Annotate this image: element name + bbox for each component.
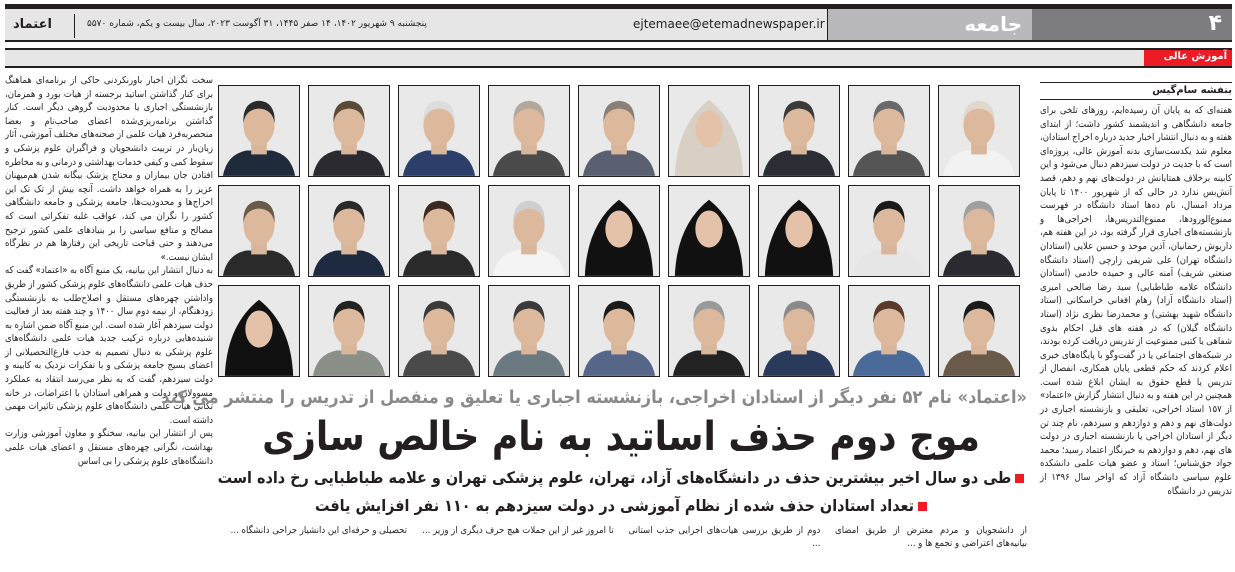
portrait-photo [668, 285, 750, 377]
portrait-photo [218, 85, 300, 177]
portrait-image [219, 286, 299, 376]
portrait-image [489, 186, 569, 276]
portrait-image [939, 86, 1019, 176]
portrait-photo [938, 185, 1020, 277]
portrait-photo [398, 285, 480, 377]
portrait-image [759, 286, 839, 376]
headline-title: موج دوم حذف اساتید به نام خالص سازی [262, 414, 980, 460]
portrait-photo [398, 85, 480, 177]
portrait-image [309, 286, 389, 376]
portrait-image [219, 186, 299, 276]
portrait-photo [218, 185, 300, 277]
portrait-image [309, 86, 389, 176]
header-info [5, 9, 827, 40]
headline-bullet [215, 464, 1027, 492]
bullet-text: طی دو سال اخیر بیشترین حذف در دانشگاه‌های آزاد، تهران، علوم پزشکی تهران و علامه طباطبایی رخ داده است [217, 468, 1012, 487]
portrait-photo [848, 85, 930, 177]
portrait-photo [848, 285, 930, 377]
portrait-image [399, 286, 479, 376]
portrait-image [399, 86, 479, 176]
body-column: تا امروز غیر از این جملات هیچ حرف دیگری از وزیر ... [422, 525, 614, 536]
portrait-image [669, 286, 749, 376]
portrait-image [849, 86, 929, 176]
portrait-image [939, 286, 1019, 376]
portrait-image [579, 186, 659, 276]
portrait-image [579, 86, 659, 176]
portrait-photo [578, 285, 660, 377]
portrait-photo [218, 285, 300, 377]
bullet-text: تعداد استادان حذف شده از نظام آموزشی در دولت سیزدهم به ۱۱۰ نفر افزایش یافت [314, 496, 915, 515]
portrait-image [939, 186, 1019, 276]
portrait-photo [488, 85, 570, 177]
portrait-image [759, 186, 839, 276]
section-tag: آموزش عالی [1144, 50, 1232, 66]
body-columns [215, 524, 1027, 550]
section-email[interactable]: ejtemaee@etemadnewspaper.ir [633, 17, 825, 31]
portrait-photo [668, 85, 750, 177]
author-byline: بنفشه سام‌گیس [1040, 82, 1232, 100]
portrait-photo [758, 85, 840, 177]
portrait-photo [668, 185, 750, 277]
headline-block [161, 386, 1027, 550]
newspaper-logo: اعتماد [13, 14, 75, 38]
body-column: دوم از طریق بررسی هیات‌های اجرایی جذب استانی ... [628, 525, 821, 549]
portrait-image [219, 86, 299, 176]
portrait-image [669, 186, 749, 276]
portrait-photo [488, 185, 570, 277]
left-column-paragraph: سخت نگران اخبار باورنکردنی حاکی از برنامه‌ای هماهنگ برای کنار گذاشتن اساتید برجسته از هیات بورد و همزمان، بازنشستگی اجباری یا محدودیت گروهی دیگر است. کنار گذاشتن برنامه‌ریزی‌شده اعضای صاحب‌نام و بعضا منحصربه‌فرد هیات علمی از صحنه‌های مختلف آموزشی، آثار زیان‌بار در تربیت دانشجویان و فراگیران علوم پزشکی و سقوط کمی و کیفی خدمات بهداشتی و درمانی و به مخاطره افتادن جان بیماران و محتاج پزشک بیگانه شدن هم‌میهنان عزیز را به همراه خواهد داشت. آنچه بیش از تک تک این اخراج‌ها و محدودیت‌ها، جامعه پزشکی و جامعه دانشگاهی کشور را نگران می کند، عواقب غلبه تفکراتی است که مصالح و منافع سیاسی را بر بنیادهای علمی کشور ترجیح می‌دهند و حتی قباحت تاریخی این رفتارها هم در نظرگاه ایشان نیست.» [5, 75, 213, 263]
right-column-text: هفته‌ای که به پایان آن رسیده‌ایم، روزهای تلخی برای جامعه دانشگاهی و اندیشمند کشور داشت؛ از ابتدای هفته و به دنبال انتشار اخبار جدید درباره اخراج استادان، معلوم شد یکدست‌سازی بدنه آموزش عالی، پروژه‌ای است که با جدیت در دولت سیزدهم دنبال می‌شود و این کابینه برخلاف همتایانش در دولت‌های نهم و دهم، قصد آتش‌بس ندارد در حالی که از شهریور ۱۴۰۰ تا پایان مرداد امسال، نام ده‌ها استاد دانشگاه در فهرست ممنوع‌الورودها، ممنوع‌التدریس‌ها، اخراجی‌ها و بازنشسته‌های اجباری قرار گرفته بود، در این هفته هم، داریوش رحمانیان، آذین موحد و حسین علایی (استادان دانشگاه تهران) علی شریفی زارچی (استاد دانشگاه صنعتی شریف) آمنه عالی و حمیده خادمی (استادان دانشگاه علامه طباطبایی) سید رضا صالحی امیری (استاد دانشگاه آزاد) رهام افغانی خراسکانی (استاد دانشگاه شهید بهشتی) و محمدرضا نظری نژاد (استاد دانشگاه گیلان) که در هفته های قبل احکام بدوی شفاهی یا کتبی ممنوعیت از تدریس دریافت کرده بودند، در شبکه‌های اجتماعی یا در گفت‌وگو با پایگاه‌های خبری اعلام کردند که حکم قطعی پایان همکاری، انفصال از تدریس یا قطع حقوق به ایشان ابلاغ شده است. همچنین در این هفته و به دنبال انتشار گزارش «اعتماد» از ۱۵۷ استاد اخراجی، تعلیقی و بازنشسته اجباری در دولت‌های نهم و دهم و دوازدهم و سیزدهم، نام چند تن دیگر از استادان اخراجی یا بازنشسته اجباری در دولت های نهم، دهم و دوازدهم به خبرنگار اعتماد رسید؛ محمد جواد حق‌شناس؛ استاد و عضو هیات علمی دانشکده علوم سیاسی دانشگاه آزاد که اواخر سال ۱۳۹۶ از تدریس در دانشگاه [1040, 105, 1232, 497]
portrait-photo [578, 185, 660, 277]
section-bar [5, 48, 1232, 68]
headline-deck: «اعتماد» نام ۵۲ نفر دیگر از استادان اخراجی، بازنشسته اجباری یا تعلیق و منفصل از تدریس را منتشر می کند [161, 387, 1027, 408]
portrait-photo [308, 185, 390, 277]
left-column-paragraph: پس از انتشار این بیانیه، سخنگو و معاون آموزشی وزارت بهداشت، نگرانی چهره‌های مستقل و اعضای هیات علمی دانشگاه‌های علوم پزشکی را بی اساس [5, 428, 213, 467]
portrait-photo [758, 185, 840, 277]
headline-bullet [215, 492, 1027, 520]
portrait-photo [578, 85, 660, 177]
portrait-photo [308, 285, 390, 377]
portrait-photo [308, 85, 390, 177]
body-column: از دانشجویان و مردم معترض از طریق امضای بیانیه‌های اعتراضی و تجمع ها و ... [835, 525, 1027, 549]
portrait-image [759, 86, 839, 176]
body-column: تحصیلی و حرفه‌ای این دانشیار جراحی دانشگاه ... [230, 525, 408, 536]
portrait-image [489, 286, 569, 376]
portrait-photo [848, 185, 930, 277]
portrait-image [669, 86, 749, 176]
section-name: جامعه [827, 9, 1032, 40]
portrait-image [849, 286, 929, 376]
dateline: پنجشنبه ۹ شهریور ۱۴۰۲، ۱۴ صفر ۱۴۴۵، ۳۱ آگوست ۲۰۲۳، سال بیست و یکم، شماره ۵۵۷۰ [87, 19, 427, 29]
page-header [5, 9, 1232, 42]
page-number: ۴ [1032, 9, 1232, 40]
portrait-photo [398, 185, 480, 277]
portrait-image [849, 186, 929, 276]
portrait-photo [938, 85, 1020, 177]
left-column-paragraph: به دنبال انتشار این بیانیه، یک منبع آگاه به «اعتماد» گفت که حذف هیات علمی دانشگاه‌های علوم پزشکی کشور از طریق واداشتن چهره‌های مستقل و اصلاح‌طلب به بازنشستگی زودهنگام، از نیمه دوم سال ۱۴۰۰ و چند هفته بعد از فعالیت دولت سیزدهم آغاز شده است. این منبع آگاه ضمن اشاره به شنیده‌هایی درباره ترکیب جدید هیات علمی دانشگاه‌های علوم پزشکی به دنبال تصمیم به جذب فارغ‌التحصیلانی از اعضای بسیج جامعه پزشکی و با تفکرات نزدیک به کابینه و دولت سیزدهم، گفت که به نظر می‌رسد انتقاد به عملکرد مسوولان و دولت و همراهی استادان با اعتراضات، در خانه تکانی هیات علمی دانشگاه‌های علوم پزشکی تاثیرات مهمی داشته است. [5, 265, 213, 426]
bullet-square-icon [918, 502, 927, 511]
portrait-image [489, 86, 569, 176]
portrait-photo [488, 285, 570, 377]
portrait-photo [758, 285, 840, 377]
portrait-image [399, 186, 479, 276]
bullet-square-icon [1015, 474, 1024, 483]
portrait-image [579, 286, 659, 376]
portrait-grid [218, 85, 1024, 377]
portrait-photo [938, 285, 1020, 377]
portrait-image [309, 186, 389, 276]
